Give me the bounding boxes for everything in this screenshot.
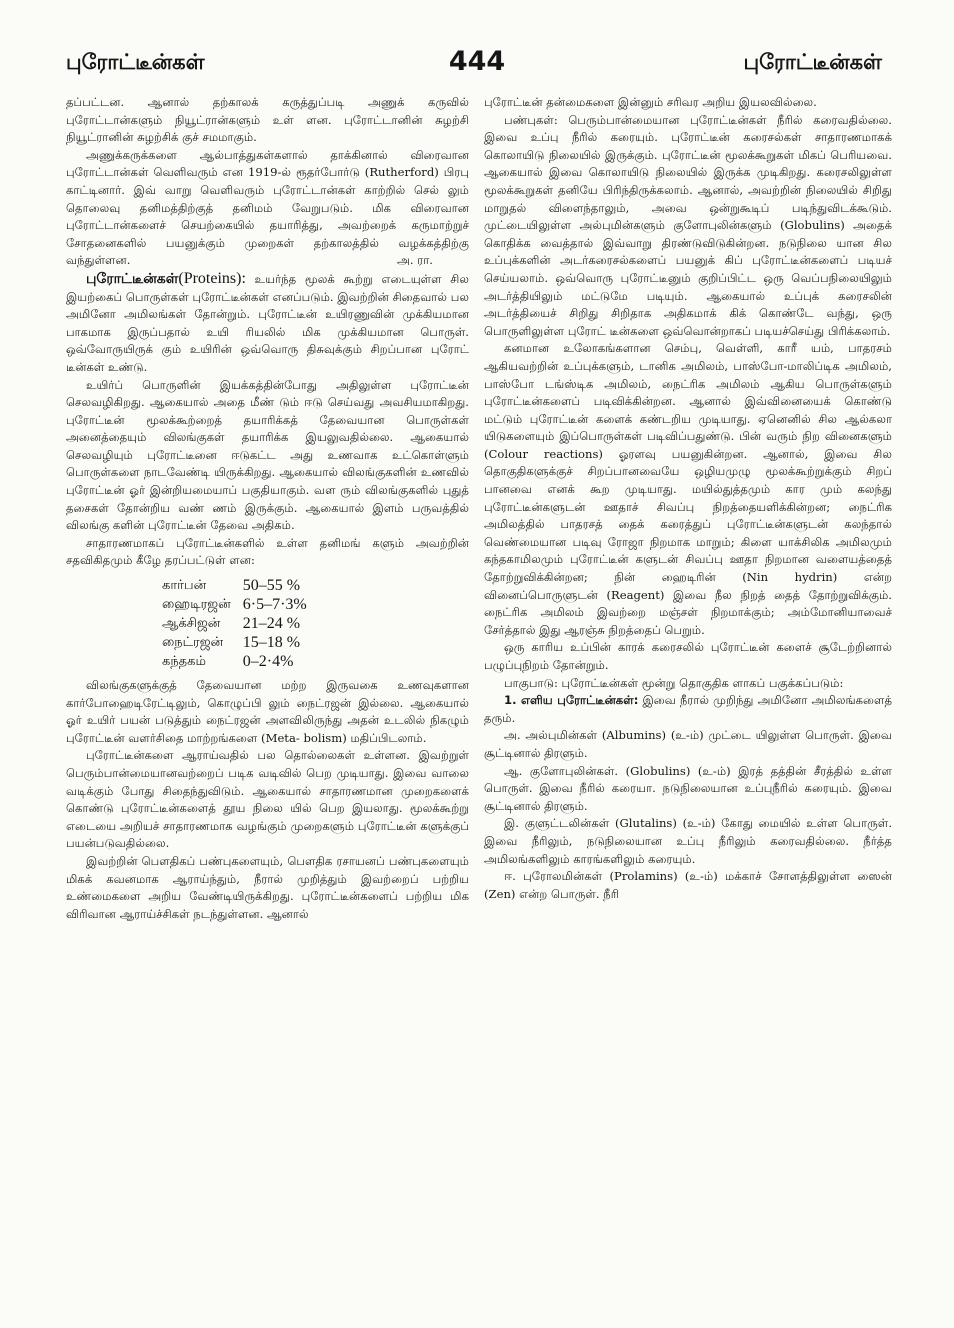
element-percent: 21–24 % [242, 615, 301, 633]
paragraph: இ. குளுட்டலின்கள் (Glutalins) (உ-ம்) கோது மையில் உள்ள பொருள். இவை நீரிலும், நடுநிலையான உப்பு நீரிலும் கரைவதில்லை. நீர்த்த அமிலங்களிலும் காரங்களிலும் கரையும். [484, 816, 892, 866]
element-percent: 50–55 % [242, 577, 301, 595]
table-row [156, 652, 313, 671]
page-header [0, 46, 954, 86]
page-number: 444 [448, 46, 506, 77]
element-percent: 0–2·4% [242, 653, 294, 671]
entry-latin-term: (Proteins): [178, 269, 246, 287]
paragraph: புரோட்டீன்களை ஆராய்வதில் பல தொல்லைகள் உள்ளன. இவற்றுள் பெரும்பான்மையானவற்றைப் படிக வடிவில் பெற முடியாது. இவை வாலை வடிக்கும் போது சிதைந்துவிடும். ஆகையால் சாதாரணமான முறைகளைக் கொண்டு புரோட்டீன்களைத் தூய நிலை யில் பெற இயலாது. மூலக்கூற்று எடையை அறியச் சாதாரணமாக வழங்கும் முறைகளும் புரோட்டீன் களுக்குப் பயன்படுவதில்லை. [66, 748, 469, 851]
paragraph [484, 692, 892, 727]
running-head-right: புரோட்டீன்கள் [743, 50, 882, 74]
element-name: ஆக்சிஜன் [162, 616, 221, 632]
element-percent: 6·5–7·3% [242, 596, 307, 614]
paragraph: தப்பட்டன. ஆனால் தற்காலக் கருத்துப்படி அணுக் கருவில் புரோட்டான்களும் நியூட்ரான்களும் உள் ளன. புரோட்டானின் சுழற்சி நியூட்ரானின் சுழற்சிக் குச் சமமாகும். [66, 95, 469, 145]
table-row [156, 633, 313, 652]
paragraph: விலங்குகளுக்குத் தேவையான மற்ற இருவகை உணவுகளான கார்போஹைடிரேட்டிலும், கொழுப்பி லும் நைட்ரஜன் இல்லை. ஆகையால் ஓர் உயிர் பயன் படுத்தும் நைட்ரஜன் அளவிலிருந்து அதன் உடலில் நிகழும் புரோட்டீன் வளர்சிதை மாற்றங்களை (Meta- bolism) மதிப்பிடலாம். [66, 678, 469, 745]
author-signature: அ. ரா. [397, 253, 433, 268]
paragraph: அ. அல்புமின்கள் (Albumins) (உ-ம்) முட்டை யிலுள்ள பொருள். இவை சூட்டினால் திரளும். [484, 728, 892, 760]
table-row [156, 595, 313, 614]
running-head-left: புரோட்டீன்கள் [66, 50, 205, 74]
composition-table [156, 576, 313, 671]
table-row [156, 576, 313, 595]
element-name: கார்பன் [162, 578, 207, 594]
right-column [484, 94, 892, 903]
subsection-heading: 1. எளிய புரோட்டீன்கள்: [504, 693, 639, 708]
paragraph: சாதாரணமாகப் புரோட்டீன்களில் உள்ள தனிமங் களும் அவற்றின் சதவிகிதமும் கீழே தரப்பட்டுள் ளன: [66, 535, 469, 568]
left-column [66, 94, 469, 923]
element-name: ஹைடிரஜன் [162, 597, 231, 613]
entry-text: உயர்ந்த மூலக் கூற்று எடையுள்ள சில இயற்கைப் பொருள்கள் புரோட்டீன்கள் எனப்படும். இவற்றின் சிதைவால் பல அமினோ அமிலங்கள் தோன்றும். புரோட்டீன் உயிரணுவின் முக்கியமான பாகமாக இருப்பதால் உயி ரியலில் மிக முக்கியமான பொருள். ஒவ்வோருயிருக் கும் உயிரின் ஒவ்வொரு திசுவுக்கும் சிறப்பான புரோட் டீன்கள் உண்டு. [66, 271, 470, 374]
paragraph: ஆ. குளோபுலின்கள். (Globulins) (உ-ம்) இரத் தத்தின் சீரத்தில் உள்ள பொருள். இவை நீரில் கரையா. நடுநிலையான உப்புநீரில் கரையும். இவை சூட்டினால் திரளும். [484, 763, 892, 813]
table-row [156, 614, 313, 633]
element-name: நைட்ரஜன் [162, 635, 224, 651]
paragraph: புரோட்டீன் தன்மைகளை இன்னும் சரிவர அறிய இயலவில்லை. [484, 95, 817, 109]
paragraph: கனமான உலோகங்களான செம்பு, வெள்ளி, காரீ யம், பாதரசம் ஆகியவற்றின் உப்புக்களும், டானிக அமிலம், பாஸ்போ-மாலிப்டிக அமிலம், பாஸ்போ டங்ஸ்டிக அமிலம், நைட்ரிக அமிலம் ஆகிய பொருள்களும் புரோட்டீன்களைப் படிவிக்கின்றன. ஆனால் இவ்வினையைக் கொண்டு மட்டும் புரோட்டீன் களைக் கண்டறிய முடியாது. ஏனெனில் சில ஆல்கலா யிடுகளையும் இப்பொருள்கள் படிவிப்பதுண்டு. பின் வரும் நிற வினைகளும் (Colour reactions) ஓரளவு பயனுகின்றன. ஆனால், இவை சில தொகுதிகளுக்குச் சிறப்பானவையே ஒழியமுழு மூலக்கூற்றுக்கும் சிறப் பானவை எனக் கூற முடியாது. மயில்துத்தமும் கார மும் கலந்து புரோட்டீன்களுடன் ஊதாச் சிவப்பு நிறத்தையளிக்கின்றன; நைட்ரிக அமிலத்தில் பாதரசத் தைக் கரைத்துப் புரோட்டீன்களுடன் கலந்தால் வெண்மையான படிவு ரோஜா நிறமாக மாறும்; கிளை யாக்சிலிக அமிலமும் கந்தகாமிலமும் புரோட்டீன் களுடன் சிவப்பு ஊதா நிறமான வளையத்தைத் தோற்றுவிக்கின்றன; நின் ஹைடிரின் (Nin hydrin) என்ற வினைப்பொருளுடன் (Reagent) இவை நீல நிறத் தைத் தோற்றுவிக்கும். நைட்ரிக அமிலம் இவற்றை மஞ்சள் நிறமாக்கும்; அம்மோனியாவைச் சேர்த்தால் இது ஆரஞ்சு நிறத்தைப் பெறும். [484, 341, 892, 637]
paragraph: பாகுபாடு: புரோட்டீன்கள் மூன்று தொகுதிக ளாகப் பகுக்கப்படும்: [504, 675, 844, 690]
entry-headword: புரோட்டீன்கள் [86, 270, 179, 287]
paragraph: உயிர்ப் பொருளின் இயக்கத்தின்போது அதிலுள்ள புரோட்டீன் செலவழிகிறது. ஆகையால் அதை மீண் டும் ஈடு செய்வது அவசியமாகிறது. புரோட்டீன் மூலக்கூற்றைத் தயாரிக்கத் தேவையான பொருள்கள் அனைத்தையும் விலங்குகள் தயாரிக்க இயலுவதில்லை. ஆகையால் செலவழியும் புரோட்டீனை ஈடுகட்ட அது உணவாக உட்கொள்ளும் பொருள்களை நாடவேண்டி யிருக்கிறது. ஆகையால் விலங்குகளின் உணவில் புரோட்டீன் ஓர் இன்றியமையாப் பகுதியாகும். வள ரும் விலங்குகளில் புதுத் தசைகள் தோன்றிய வண் ணம் இருக்கும். ஆகையால் இளம் பருவத்தில் விலங்கு களின் புரோட்டீன் தேவை அதிகம். [66, 377, 469, 533]
paragraph: ஈ. புரோலமின்கள் (Prolamins) (உ-ம்) மக்காச் சோளத்திலுள்ள ஸைன் (Zen) என்ற பொருள். நீரி [484, 869, 892, 901]
paragraph: பண்புகள்: பெரும்பான்மையான புரோட்டீன்கள் நீரில் கரைவதில்லை. இவை உப்பு நீரில் கரையும். புரோட்டீன் கரைசல்கள் சாதாரணமாகக் கொலாயிடு நிலையில் இருக்கும். புரோட்டீன் மூலக்கூறுகள் மிகப் பெரியவை. ஆகையால் இவை கொலாயிடு நிலையில் இருக்க முடிகிறது. கரைசலிலுள்ள மூலக்கூறுகள் தனியே பிரிந்திருக்கலாம். ஆனால், அவற்றின் நிலையில் சிறிது மாறுதல் விளைந்தாலும், அவை ஒன்றுகூடிப் படிந்துவிடக்கூடும். முட்டையிலுள்ள அல்புமின்களும் குளோபுலின்களும் (Globulins) அதைக் கொதிக்க வைத்தால் இவ்வாறு திரண்டுவிடுகின்றன. நடுநிலை யான சில உப்புக்களின் அடர்கரைசல்களைப் பயனுக் கிப் புரோட்டீன்களைப் படியச் செய்யலாம். ஒவ்வொரு புரோட்டீனும் குறிப்பிட்ட ஒரு வெப்பநிலையிலும் அடர்த்தியிலும் மட்டுமே படியும். ஆகையால் உப்புக் கரைசலின் அடர்த்தியைச் சிறிது சிறிதாக அதிகமாக் கிக் கொண்டே வந்து, ஒரு பொருளிலுள்ள புரோட் டீன்களை ஒவ்வொன்றாகப் படியச்செய்து பிரிக்கலாம். [484, 112, 892, 338]
element-name: கந்தகம் [162, 654, 206, 670]
paragraph: இவற்றின் பௌதிகப் பண்புகளையும், பௌதிக ரசாயனப் பண்புகளையும் மிகக் கவனமாக ஆராய்ந்தும், நீரால் முறித்தும் இவற்றைப் பற்றிய உண்மைகளை அறிய வேண்டியிருக்கிறது. புரோட்டீன்களைப் பற்றிய மிக விரிவான ஆராய்ச்சிகள் நடந்துள்ளன. ஆனால் [66, 853, 469, 921]
element-percent: 15–18 % [242, 634, 301, 652]
paragraph: அணுக்கருக்களை ஆல்பாத்துகள்களால் தாக்கினால் விரைவான புரோட்டான்கள் வெளிவரும் என 1919-ல் ரூதர்போர்டு (Rutherford) பிரபு காட்டினார். இவ் வாறு வெளிவரும் புரோட்டான்கள் காற்றில் செல் லும் தொலைவு தனிமத்திற்குத் தனிமம் வேறுபடும். மிக விரைவான புரோட்டான்களைச் செயற்கையில் தயாரித்து, அவற்றைக் கருமாற்றுச் சோதனைகளில் பயனுக்கும் முறைகள் தற்காலத்தில் வழக்கத்திற்கு வந்துள்ளன. [66, 147, 469, 268]
subsection-text: இவை நீரால் முறிந்து அமினோ அமிலங்களைத் தரும். [484, 693, 893, 725]
entry-paragraph [66, 270, 469, 377]
paragraph: ஒரு காரிய உப்பின் காரக் கரைசலில் புரோட்டீன் களைச் சூடேற்றினால் பழுப்புநிறம் தோன்றும். [484, 640, 892, 672]
